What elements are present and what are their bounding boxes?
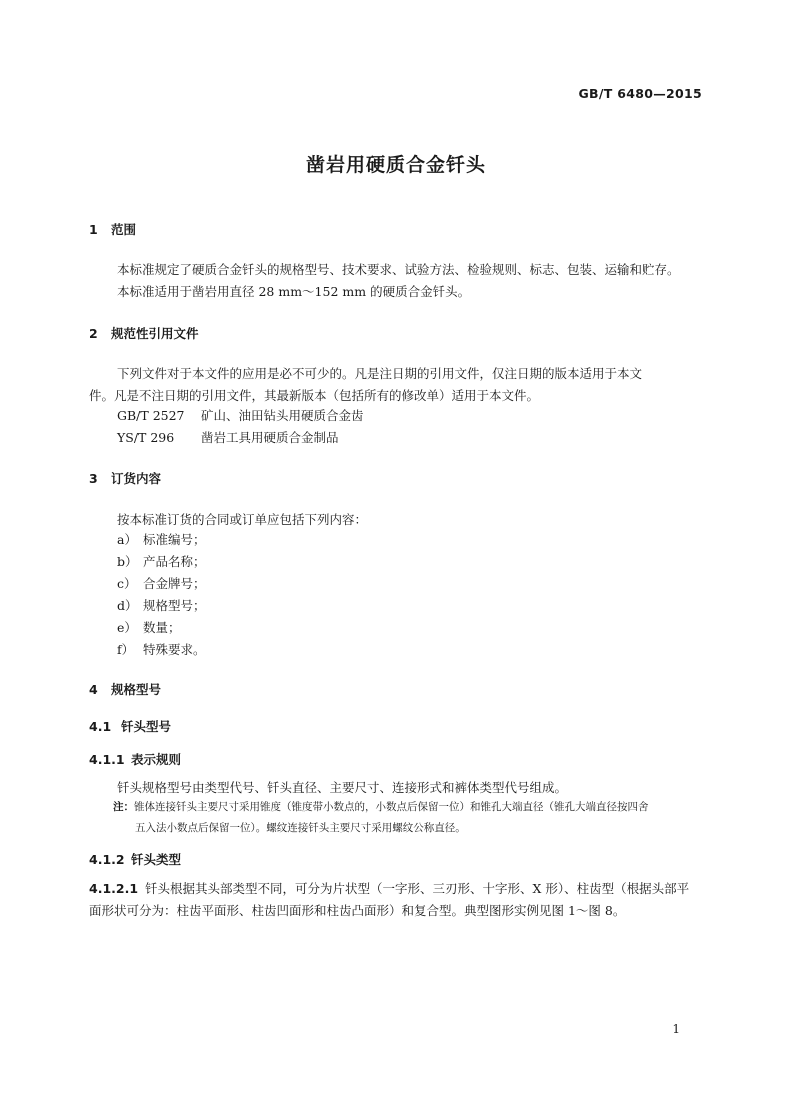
list-item [117, 529, 206, 551]
list-marker: c） [117, 576, 137, 591]
list-marker: a） [117, 532, 137, 547]
reference-title: 矿山、油田钻头用硬质合金齿 [201, 408, 364, 423]
section-1-heading [89, 220, 136, 238]
list-item [117, 617, 206, 639]
section-title: 规格型号 [111, 682, 162, 697]
list-item [117, 573, 206, 595]
note [89, 797, 704, 839]
paragraph-line: 下列文件对于本文件的应用是必不可少的。凡是注日期的引用文件，仅注日期的版本适用于本文 [117, 366, 643, 381]
section-title: 范围 [111, 222, 137, 237]
section-title: 钎头类型 [131, 852, 182, 867]
section-title: 订货内容 [111, 471, 162, 486]
clause-text: 钎头根据其头部类型不同，可分为片状型（一字形、三刃形、十字形、X 形）、柱齿型（根据头部平 [145, 881, 690, 896]
page-number: 1 [672, 1022, 680, 1036]
paragraph: 本标准规定了硬质合金钎头的规格型号、技术要求、试验方法、检验规则、标志、包装、运输和贮存。 [117, 262, 680, 277]
note-text: 锥体连接钎头主要尺寸采用锥度（锥度带小数点的，小数点后保留一位）和锥孔大端直径（锥孔大端直径按四舍 [134, 801, 649, 813]
list-item [117, 595, 206, 617]
section-4-1-heading [89, 717, 171, 735]
section-number: 4.1.1 [89, 752, 125, 767]
list-marker: b） [117, 554, 138, 569]
list-text: 特殊要求。 [143, 642, 206, 657]
clause-4-1-2-1 [89, 878, 689, 900]
standard-number: GB/T 6480—2015 [578, 86, 702, 101]
list-text: 合金牌号； [143, 576, 206, 591]
section-number: 4 [89, 682, 98, 697]
paragraph-line: 件。凡是不注日期的引用文件，其最新版本（包括所有的修改单）适用于本文件。 [89, 388, 540, 403]
section-number: 4.1.2 [89, 852, 125, 867]
section-2-heading [89, 324, 199, 342]
list-marker: f） [117, 642, 135, 657]
section-number: 3 [89, 471, 98, 486]
reference-item [117, 427, 339, 449]
paragraph: 本标准适用于凿岩用直径 28 mm～152 mm 的硬质合金钎头。 [117, 284, 471, 299]
list-item [117, 551, 206, 573]
section-title: 表示规则 [131, 752, 182, 767]
list-text: 产品名称； [143, 554, 206, 569]
section-4-heading [89, 680, 161, 698]
section-number: 4.1 [89, 719, 112, 734]
paragraph: 按本标准订货的合同或订单应包括下列内容： [117, 512, 368, 527]
section-number: 1 [89, 222, 98, 237]
list-marker: e） [117, 620, 137, 635]
clause-number: 4.1.2.1 [89, 881, 139, 896]
note-label: 注： [113, 801, 134, 813]
list-text: 规格型号； [143, 598, 206, 613]
section-4-1-1-heading [89, 750, 181, 768]
order-content-list [117, 529, 206, 661]
section-title: 钎头型号 [121, 719, 172, 734]
section-3-heading [89, 469, 161, 487]
document-title: 凿岩用硬质合金钎头 [305, 154, 486, 176]
reference-code: GB/T 2527 [117, 408, 185, 423]
paragraph: 钎头规格型号由类型代号、钎头直径、主要尺寸、连接形式和裤体类型代号组成。 [117, 780, 568, 795]
note-line [89, 797, 704, 818]
list-text: 标准编号； [143, 532, 206, 547]
list-text: 数量； [143, 620, 181, 635]
section-title: 规范性引用文件 [111, 326, 199, 341]
note-line: 五入法小数点后保留一位）。螺纹连接钎头主要尺寸采用螺纹公称直径。 [135, 822, 466, 834]
reference-title: 凿岩工具用硬质合金制品 [201, 430, 339, 445]
list-item [117, 639, 206, 661]
reference-code: YS/T 296 [117, 430, 175, 445]
paragraph-line: 面形状可分为：柱齿平面形、柱齿凹面形和柱齿凸面形）和复合型。典型图形实例见图 1～图 8。 [89, 903, 626, 918]
section-number: 2 [89, 326, 98, 341]
section-4-1-2-heading [89, 850, 181, 868]
list-marker: d） [117, 598, 138, 613]
reference-item [117, 405, 364, 427]
